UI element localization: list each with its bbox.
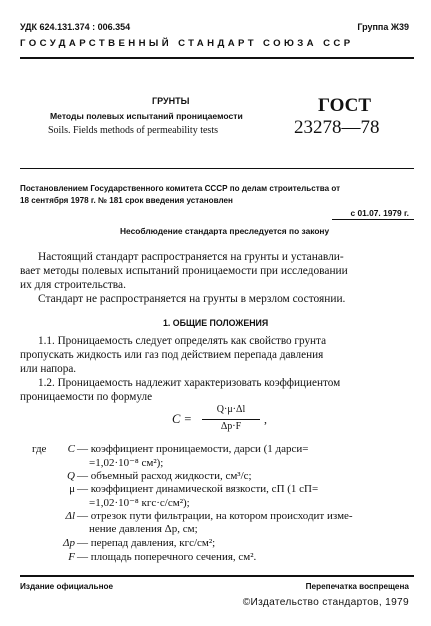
gost-label: ГОСТ (318, 95, 372, 116)
formula-numerator: Q·μ·Δl (216, 404, 246, 415)
formula-denominator: Δp·F (220, 421, 242, 432)
legend-desc-dl-cont: нение давления Δp, см; (89, 523, 198, 535)
decree-line-2: 18 сентября 1978 г. № 181 срок введения установлен (20, 196, 233, 205)
subtitle-en: Soils. Fields methods of permeability tests (48, 125, 218, 136)
section-heading: 1. ОБЩИЕ ПОЛОЖЕНИЯ (163, 318, 269, 328)
legend-symbol-c: C (67, 443, 75, 455)
group-code: Группа Ж39 (357, 22, 409, 32)
formula-lhs: C = (172, 412, 192, 426)
subtitle-ru: Методы полевых испытаний проницаемости (50, 111, 243, 121)
title-rule (20, 168, 414, 169)
reprint-notice: Перепечатка воспрещена (305, 582, 409, 591)
legend-symbol-mu: μ (69, 483, 75, 495)
publisher-copyright: ©Издательство стандартов, 1979 (242, 597, 409, 608)
legend-symbol-dp: Δp (63, 537, 75, 549)
legend-desc-f: — площадь поперечного сечения, см². (77, 551, 257, 563)
subject-title: ГРУНТЫ (152, 96, 190, 106)
legend-desc-c-cont: =1,02·10⁻⁸ см²); (89, 457, 164, 469)
legend-desc-mu-cont: =1,02·10⁻⁸ кгс·с/см²); (89, 497, 190, 509)
para-1-2-line-1: 1.2. Проницаемость надлежит характеризовать коэффициентом (38, 377, 341, 389)
legend-desc-q: — объемный расход жидкости, см³/с; (77, 470, 252, 482)
intro-line-2: вает методы полевых испытаний проницаемости при исследовании (20, 265, 348, 277)
para-1-1-line-1: 1.1. Проницаемость следует определять как свойство грунта (38, 335, 327, 347)
legend-symbol-f: F (68, 551, 75, 563)
legend-desc-dp: — перепад давления, кгс/см²; (77, 537, 216, 549)
udk-code: УДК 624.131.374 : 006.354 (20, 22, 131, 32)
legend-desc-c: — коэффициент проницаемости, дарси (1 дарси= (77, 443, 309, 455)
para-1-1-line-3: или напора. (20, 363, 77, 375)
legend-where: где (32, 443, 47, 455)
intro-line-3: их для строительства. (20, 279, 126, 291)
decree-line-1: Постановлением Государственного комитета СССР по делам строительства от (20, 184, 341, 193)
legend-symbol-q: Q (67, 470, 75, 482)
header-rule (20, 57, 414, 59)
legal-warning: Несоблюдение стандарта преследуется по закону (120, 226, 330, 236)
intro-line-1: Настоящий стандарт распространяется на грунты и устанавли- (38, 251, 344, 263)
formula-trailing-comma: , (264, 412, 267, 426)
para-1-1-line-2: пропускать жидкость или газ под действием перепада давления (20, 349, 324, 361)
state-standard-banner: ГОСУДАРСТВЕННЫЙ СТАНДАРТ СОЮЗА ССР (20, 38, 354, 49)
legend-desc-mu: — коэффициент динамической вязкости, сП (1 сП= (77, 483, 319, 495)
legend-symbol-dl: Δl (65, 510, 75, 522)
gost-number: 23278—78 (294, 117, 380, 138)
legend-desc-dl: — отрезок пути фильтрации, на котором происходит изме- (77, 510, 353, 522)
formula-fraction-bar (202, 419, 260, 420)
para-1-2-line-2: проницаемости по формуле (20, 391, 153, 403)
intro-scope-exclusion: Стандарт не распространяется на грунты в мерзлом состоянии. (38, 293, 346, 305)
footer-rule (20, 575, 414, 577)
effective-date: с 01.07. 1979 г. (350, 208, 409, 218)
official-edition: Издание официальное (20, 582, 114, 591)
date-underline (332, 219, 414, 220)
